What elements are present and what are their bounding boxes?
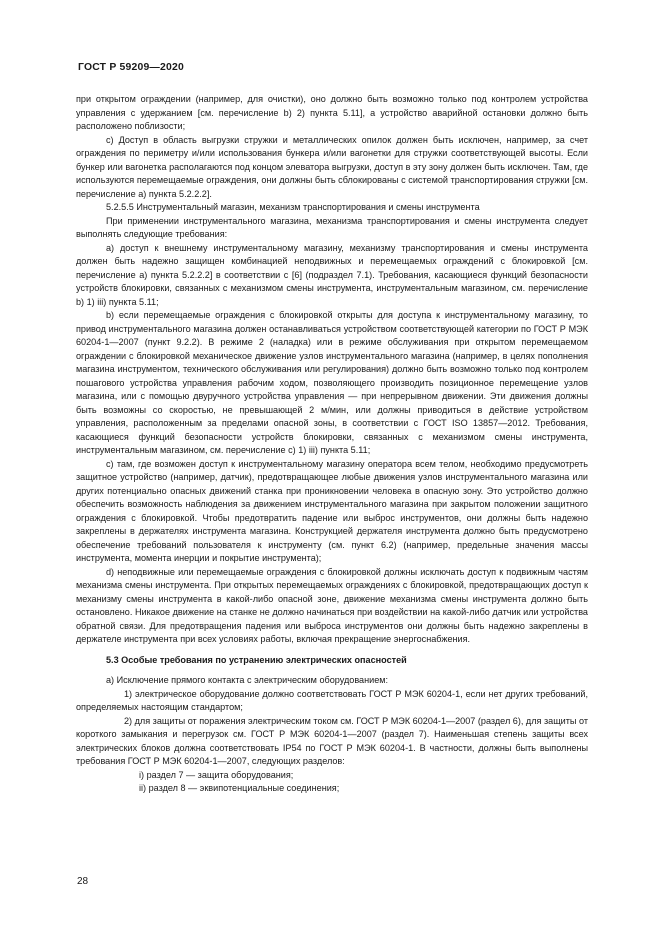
section-heading-5-3: 5.3 Особые требования по устранению электрических опасностей [106, 654, 407, 665]
subsection-heading-5-2-5-5: 5.2.5.5 Инструментальный магазин, механизм транспортирования и смены инструмента [106, 202, 480, 212]
paragraph-item-c: с) там, где возможен доступ к инструментальному магазину оператора всем телом, необходимо предусмотреть защитное устройство (например, датчик), предотвращающее любые движения узлов инструментального магазина или других потенциально опасных движений станка при проникновении человека в опасную зону. Это устройство должно обеспечить возможность наблюдения за движением инструментального магазина при закрытом положении защитного ограждения с блокировкой. Чтобы предотвратить падение или выброс инструментов, они должны быть надежно закреплены в держателях инструмента магазина. Конструкцией держателя инструмента должно быть предусмотрено обеспечение требований пользователя к инструменту (см. пункт 6.2) (например, предельные значения массы инструмента, момента инерции и покрытие инструмента); [76, 458, 588, 563]
paragraph-continuation: при открытом ограждении (например, для очистки), оно должно быть возможно только под контролем устройства управления с удержанием [см. перечисление b) 2) пункта 5.11], а устройство аварийной остановки должно быть расположено поблизости; [76, 94, 588, 131]
paragraph-item-b: b) если перемещаемые ограждения с блокировкой открыты для доступа к инструментальному магазину, то привод инструментального магазина должен останавливаться устройством соответствующей категории по ГОСТ Р МЭК 60204-1—2007 (пункт 9.2.2). В режиме 2 (наладка) или в режиме обслуживания при открытом перемещаемом ограждении с блокировкой механическое движение узлов инструментального магазина (например, в целях пополнения магазина инструментом, технического обслуживания или регулирования) должно быть возможно только под контролем пошагового устройства управления рабочим ходом, позволяющего производить позиционное перемещение узлов магазина, или с помощью двуручного устройства управления — при непрерывном движении. Эти движения должны быть возможны со скоростью, не превышающей 2 м/мин, или должны приводиться в действие устройством управления, расположенным за пределами опасной зоны, в соответствии с ГОСТ ISO 13857—2012. Требования, касающиеся функций безопасности устройств блокировки, связанных с механизмом смены инструмента, инструментальным магазином, см. перечисление с) 1) iii) пункта 5.11; [76, 310, 588, 455]
paragraph-item-c-chips: с) Доступ в область выгрузки стружки и металлических опилок должен быть исключен, например, за счет ограждения по периметру и/или использования бункера и/или вагонетки для стружки соответствующей высоты. Если бункер или вагонетка располагаются под концом элеватора выгрузки, доступ в эту зону должен быть исключен. Там, где используются перемещаемые ограждения, они должны быть сблокированы с системой транспортирования стружки [см. перечисление а) пункта 5.2.2.2]. [76, 134, 588, 199]
paragraph-tool-magazine-intro: При применении инструментального магазина, механизма транспортирования и смены инструмента следует выполнять следующие требования: [76, 215, 588, 239]
paragraph-electrical-a2: 2) для защиты от поражения электрическим током см. ГОСТ Р МЭК 60204-1—2007 (раздел 6), для защиты от короткого замыкания и перегрузок см. ГОСТ Р МЭК 60204-1—2007 (раздел 7). Наименьшая степень защиты всех электрических блоков должна соответствовать IP54 по ГОСТ Р МЭК 60204-1. В частности, должны быть выполнены требования ГОСТ Р МЭК 60204-1—2007, следующих разделов: [76, 715, 589, 766]
paragraph-electrical-a: а) Исключение прямого контакта с электрическим оборудованием: [106, 675, 389, 685]
page-number: 28 [77, 876, 89, 887]
paragraph-item-a: а) доступ к внешнему инструментальному магазину, механизму транспортирования и смены инструмента должен быть надежно защищен комбинацией неподвижных и перемещаемых ограждений с блокировкой [см. перечисление а) пункта 5.2.2.2] в соответствии с [6] (подраздел 7.1). Требования, касающиеся функций безопасности устройств блокировки, связанных с механизмом смены инструмента, инструментальным магазином, см. перечисление b) 1) iii) пункта 5.11; [76, 242, 588, 307]
list-item-ii: ii) раздел 8 — эквипотенциальные соединения; [139, 783, 340, 793]
list-item-i: i) раздел 7 — защита оборудования; [139, 769, 294, 780]
paragraph-electrical-a1: 1) электрическое оборудование должно соответствовать ГОСТ Р МЭК 60204-1, если нет других требований, определяемых настоящим стандартом; [76, 688, 588, 712]
document-header: ГОСТ Р 59209—2020 [78, 62, 184, 73]
paragraph-item-d: d) неподвижные или перемещаемые ограждения с блокировкой должны исключать доступ к подвижным частям механизма смены инструмента. При открытых перемещаемых ограждениях с блокировкой, предотвращающих доступ к механизму смены инструмента в какой-либо опасной зоне, движение механизма смены инструмента должно быть остановлено. Никакое движение на станке не должно начинаться при воздействии на какой-либо датчик или устройства обратной связи. Для предотвращения падения или выброса инструментов они должны быть надежно закреплены в держателе инструмента при всех условиях работы, включая прекращение энергоснабжения. [76, 566, 588, 644]
document-body [76, 93, 588, 796]
